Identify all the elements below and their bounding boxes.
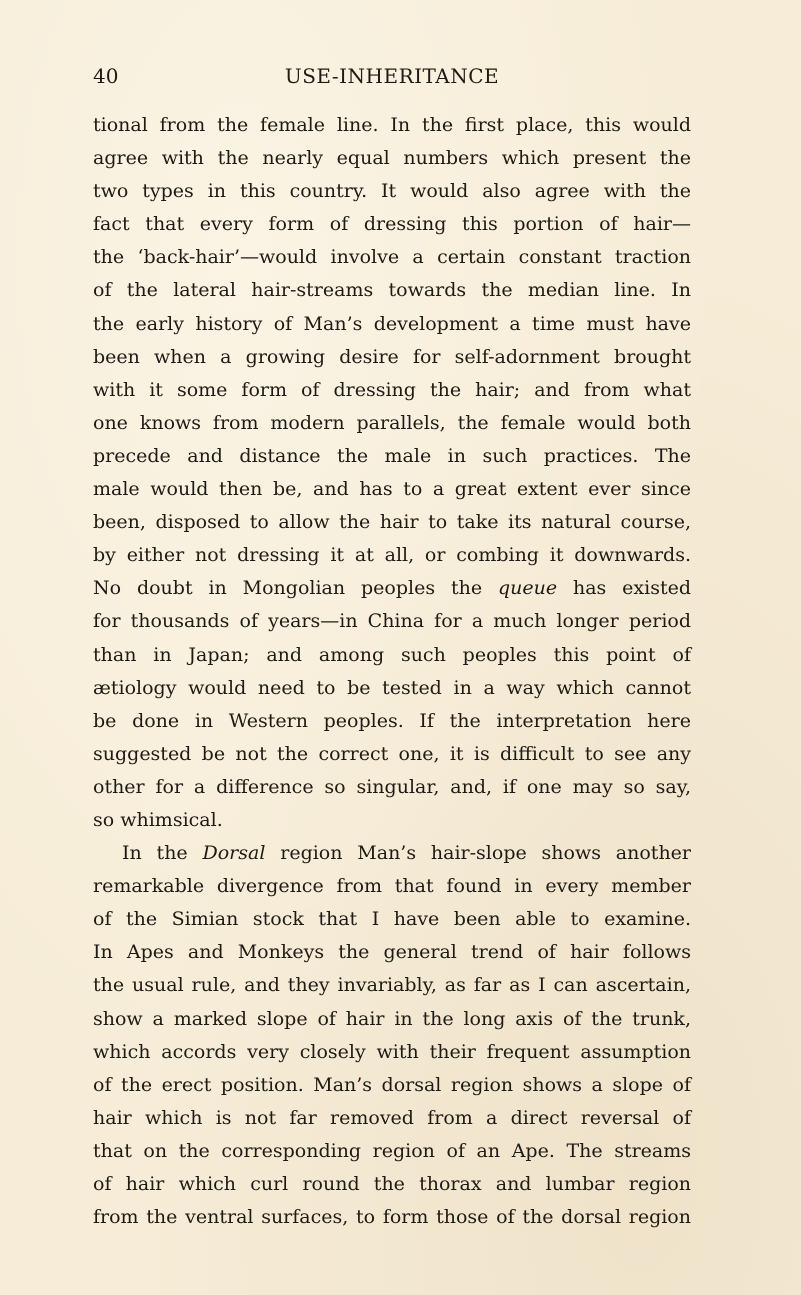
text-line: the ‘back-hair’—would involve a certain constant traction xyxy=(93,246,691,269)
text-run: No doubt in Mongolian peoples the xyxy=(93,577,498,600)
text-line: which accords very closely with their frequent assumption xyxy=(93,1040,691,1063)
text-line: be done in Western peoples. If the interpretation here xyxy=(93,709,691,732)
text-line: for thousands of years—in China for a much longer period xyxy=(93,610,691,633)
text-line: the usual rule, and they invariably, as far as I can ascertain, xyxy=(93,974,691,997)
text-line xyxy=(93,837,691,870)
text-line: of the Simian stock that I have been able to examine. xyxy=(93,908,691,931)
page-header xyxy=(93,61,691,91)
text-line: ætiology would need to be tested in a way which cannot xyxy=(93,676,691,699)
body-text xyxy=(93,109,691,1234)
italic-term: Dorsal xyxy=(202,842,266,865)
text-line: so whimsical. xyxy=(93,808,223,831)
text-line: of the lateral hair-streams towards the median line. In xyxy=(93,279,691,302)
text-line: that on the corresponding region of an Ape. The streams xyxy=(93,1139,691,1162)
text-run: has existed xyxy=(557,577,691,600)
text-line: fact that every form of dressing this portion of hair— xyxy=(93,213,691,236)
text-line: been, disposed to allow the hair to take its natural course, xyxy=(93,511,691,534)
italic-term: queue xyxy=(497,577,558,600)
text-line: the early history of Man’s development a time must have xyxy=(93,312,691,335)
text-run: In the xyxy=(122,842,203,865)
text-line: one knows from modern parallels, the female would both xyxy=(93,411,691,434)
page-number: 40 xyxy=(93,64,119,88)
text-line: show a marked slope of hair in the long axis of the trunk, xyxy=(93,1007,691,1030)
text-line: been when a growing desire for self-adornment brought xyxy=(93,345,691,368)
text-line: precede and distance the male in such practices. The xyxy=(93,444,691,467)
text-line: In Apes and Monkeys the general trend of hair follows xyxy=(93,941,691,964)
text-line: of hair which curl round the thorax and lumbar region xyxy=(93,1173,691,1195)
text-line: two types in this country. It would also agree with the xyxy=(93,180,691,203)
text-line xyxy=(93,572,691,605)
text-line: than in Japan; and among such peoples this point of xyxy=(93,643,691,666)
text-line: male would then be, and has to a great extent ever since xyxy=(93,478,691,501)
text-line: tional from the female line. In the first place, this would xyxy=(93,114,691,136)
text-line: with it some form of dressing the hair; and from what xyxy=(93,378,691,401)
text-run: region Man’s hair-slope shows another xyxy=(265,842,692,865)
text-line: suggested be not the correct one, it is difficult to see any xyxy=(93,742,691,765)
text-line: agree with the nearly equal numbers which present the xyxy=(93,147,691,170)
text-line: by either not dressing it at all, or combing it downwards. xyxy=(93,544,691,567)
text-line: from the ventral surfaces, to form those of the dorsal region xyxy=(93,1206,691,1229)
text-line: other for a difference so singular, and, if one may so say, xyxy=(93,775,691,798)
text-line: remarkable divergence from that found in every member xyxy=(93,875,691,898)
text-line: hair which is not far removed from a direct reversal of xyxy=(93,1106,691,1129)
text-line: of the erect position. Man’s dorsal region shows a slope of xyxy=(93,1073,691,1096)
running-title: USE-INHERITANCE xyxy=(284,64,500,88)
